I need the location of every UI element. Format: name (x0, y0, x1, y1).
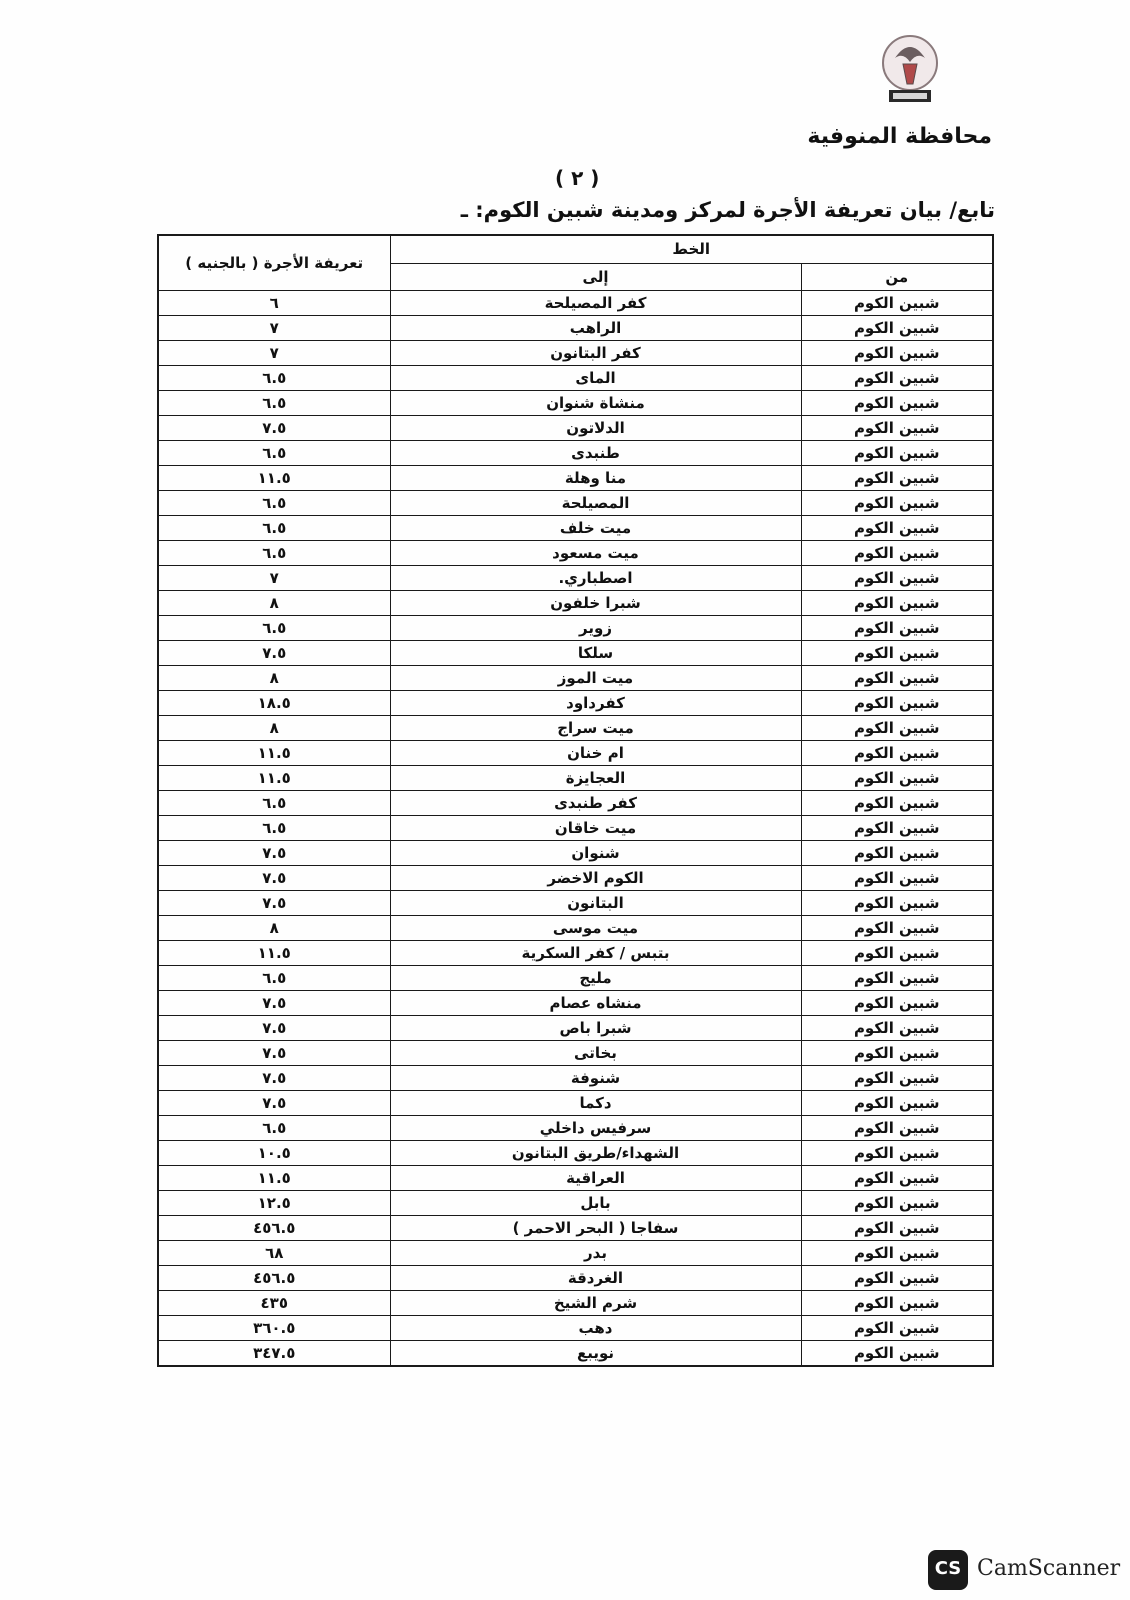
cell-from: شبين الكوم (801, 991, 993, 1016)
cell-from: شبين الكوم (801, 1216, 993, 1241)
cell-fare: ٨ (158, 916, 390, 941)
cell-from: شبين الكوم (801, 541, 993, 566)
cell-from: شبين الكوم (801, 316, 993, 341)
table-row (158, 666, 993, 691)
cell-from: شبين الكوم (801, 1066, 993, 1091)
cell-fare: ٨ (158, 666, 390, 691)
camscanner-brand: CamScanner (977, 1556, 1121, 1581)
cell-to: طنبدى (390, 441, 801, 466)
table-row (158, 416, 993, 441)
page-number: ( ٢ ) (555, 166, 600, 190)
table-row (158, 341, 993, 366)
table-row (158, 791, 993, 816)
document-title: تابع/ بيان تعريفة الأجرة لمركز ومدينة شبين الكوم: ـ (460, 198, 995, 222)
cell-fare: ٦.٥ (158, 791, 390, 816)
cell-fare: ١١.٥ (158, 466, 390, 491)
cell-from: شبين الكوم (801, 691, 993, 716)
cell-from: شبين الكوم (801, 1016, 993, 1041)
cell-fare: ٤٣٥ (158, 1291, 390, 1316)
table-row (158, 516, 993, 541)
cell-from: شبين الكوم (801, 866, 993, 891)
table-row (158, 941, 993, 966)
cell-from: شبين الكوم (801, 1191, 993, 1216)
cell-to: زوير (390, 616, 801, 641)
cell-from: شبين الكوم (801, 466, 993, 491)
table-row (158, 741, 993, 766)
cell-fare: ٧.٥ (158, 1066, 390, 1091)
cell-fare: ٣٤٧.٥ (158, 1341, 390, 1367)
table-row (158, 816, 993, 841)
cell-from: شبين الكوم (801, 591, 993, 616)
cell-fare: ٧ (158, 316, 390, 341)
cell-to: كفر البتانون (390, 341, 801, 366)
cell-to: بابل (390, 1191, 801, 1216)
fare-table (157, 234, 994, 1367)
table-row (158, 691, 993, 716)
cell-to: شنوفة (390, 1066, 801, 1091)
cell-fare: ٨ (158, 716, 390, 741)
cell-from: شبين الكوم (801, 1091, 993, 1116)
cell-to: كفر المصيلحة (390, 291, 801, 316)
table-row (158, 291, 993, 316)
cell-to: بتبس / كفر السكرية (390, 941, 801, 966)
cell-from: شبين الكوم (801, 1241, 993, 1266)
cell-from: شبين الكوم (801, 616, 993, 641)
cell-to: ميت موسى (390, 916, 801, 941)
table-row (158, 1191, 993, 1216)
cell-to: ميت سراج (390, 716, 801, 741)
cell-to: ام خنان (390, 741, 801, 766)
cell-to: سفاجا ( البحر الاحمر ) (390, 1216, 801, 1241)
table-row (158, 641, 993, 666)
cell-to: العجايزة (390, 766, 801, 791)
cell-fare: ٦.٥ (158, 366, 390, 391)
table-row (158, 891, 993, 916)
cell-fare: ٦.٥ (158, 816, 390, 841)
cell-from: شبين الكوم (801, 766, 993, 791)
cell-fare: ٧.٥ (158, 841, 390, 866)
cell-from: شبين الكوم (801, 1316, 993, 1341)
cell-from: شبين الكوم (801, 641, 993, 666)
cell-to: مليج (390, 966, 801, 991)
cell-fare: ٦.٥ (158, 966, 390, 991)
cell-from: شبين الكوم (801, 366, 993, 391)
camscanner-badge: CS (934, 1558, 962, 1579)
cell-from: شبين الكوم (801, 716, 993, 741)
cell-fare: ٧ (158, 566, 390, 591)
camscanner-logo-icon (928, 1550, 968, 1590)
cell-to: كفرداود (390, 691, 801, 716)
cell-to: الغردقة (390, 1266, 801, 1291)
cell-from: شبين الكوم (801, 916, 993, 941)
cell-to: الماى (390, 366, 801, 391)
cell-fare: ٣٦٠.٥ (158, 1316, 390, 1341)
cell-to: ميت خاقان (390, 816, 801, 841)
cell-from: شبين الكوم (801, 341, 993, 366)
cell-from: شبين الكوم (801, 741, 993, 766)
cell-to: الدلاتون (390, 416, 801, 441)
table-row (158, 441, 993, 466)
cell-from: شبين الكوم (801, 966, 993, 991)
cell-from: شبين الكوم (801, 1341, 993, 1367)
table-row (158, 841, 993, 866)
cell-from: شبين الكوم (801, 891, 993, 916)
cell-to: منا وهلة (390, 466, 801, 491)
table-row (158, 541, 993, 566)
cell-fare: ٧.٥ (158, 991, 390, 1016)
cell-from: شبين الكوم (801, 566, 993, 591)
table-row (158, 1341, 993, 1367)
cell-to: سلكا (390, 641, 801, 666)
cell-fare: ١٠.٥ (158, 1141, 390, 1166)
cell-fare: ٦.٥ (158, 391, 390, 416)
cell-fare: ٦.٥ (158, 516, 390, 541)
cell-fare: ٧.٥ (158, 1041, 390, 1066)
cell-from: شبين الكوم (801, 841, 993, 866)
cell-to: دكما (390, 1091, 801, 1116)
governorate-name: محافظة المنوفية (807, 124, 992, 149)
cell-from: شبين الكوم (801, 1291, 993, 1316)
table-row (158, 616, 993, 641)
cell-from: شبين الكوم (801, 1166, 993, 1191)
cell-to: بدر (390, 1241, 801, 1266)
cell-from: شبين الكوم (801, 1141, 993, 1166)
cell-to: شنوان (390, 841, 801, 866)
cell-to: كفر طنبدى (390, 791, 801, 816)
cell-to: شبرا خلفون (390, 591, 801, 616)
cell-to: دهب (390, 1316, 801, 1341)
cell-fare: ٦.٥ (158, 491, 390, 516)
cell-fare: ٤٥٦.٥ (158, 1266, 390, 1291)
cell-to: الشهداء/طريق البتانون (390, 1141, 801, 1166)
table-row (158, 916, 993, 941)
cell-fare: ٦.٥ (158, 616, 390, 641)
cell-fare: ١١.٥ (158, 941, 390, 966)
cell-fare: ١١.٥ (158, 766, 390, 791)
table-row (158, 591, 993, 616)
cell-fare: ٧.٥ (158, 416, 390, 441)
cell-fare: ٧.٥ (158, 641, 390, 666)
cell-fare: ٧.٥ (158, 1016, 390, 1041)
cell-fare: ١٢.٥ (158, 1191, 390, 1216)
table-row (158, 1216, 993, 1241)
cell-to: ميت خلف (390, 516, 801, 541)
table-row (158, 1291, 993, 1316)
cell-from: شبين الكوم (801, 391, 993, 416)
cell-to: منشاة شنوان (390, 391, 801, 416)
cell-fare: ١٨.٥ (158, 691, 390, 716)
cell-from: شبين الكوم (801, 516, 993, 541)
cell-fare: ٤٥٦.٥ (158, 1216, 390, 1241)
cell-to: ميت مسعود (390, 541, 801, 566)
cell-to: بخاتى (390, 1041, 801, 1066)
to-header: إلى (390, 263, 801, 291)
cell-fare: ٧.٥ (158, 891, 390, 916)
cell-from: شبين الكوم (801, 816, 993, 841)
line-header: الخط (390, 235, 993, 263)
table-row (158, 1266, 993, 1291)
cell-fare: ١١.٥ (158, 1166, 390, 1191)
cell-from: شبين الكوم (801, 441, 993, 466)
cell-to: العراقية (390, 1166, 801, 1191)
cell-to: سرفيس داخلي (390, 1116, 801, 1141)
table-row (158, 1316, 993, 1341)
table-row (158, 566, 993, 591)
cell-to: المصيلحة (390, 491, 801, 516)
cell-to: شبرا باص (390, 1016, 801, 1041)
cell-fare: ٦ (158, 291, 390, 316)
table-row (158, 766, 993, 791)
cell-to: منشاه عصام (390, 991, 801, 1016)
cell-fare: ٧.٥ (158, 866, 390, 891)
cell-from: شبين الكوم (801, 291, 993, 316)
cell-fare: ٦.٥ (158, 1116, 390, 1141)
cell-to: نويبع (390, 1341, 801, 1367)
cell-to: شرم الشيخ (390, 1291, 801, 1316)
table-row (158, 316, 993, 341)
cell-fare: ٧.٥ (158, 1091, 390, 1116)
from-header: من (801, 263, 993, 291)
table-row (158, 466, 993, 491)
cell-to: اصطباري. (390, 566, 801, 591)
cell-from: شبين الكوم (801, 491, 993, 516)
cell-fare: ٧ (158, 341, 390, 366)
table-row (158, 1166, 993, 1191)
table-row (158, 1016, 993, 1041)
table-row (158, 1066, 993, 1091)
table-row (158, 391, 993, 416)
cell-fare: ٦.٥ (158, 441, 390, 466)
cell-fare: ٨ (158, 591, 390, 616)
table-row (158, 991, 993, 1016)
table-row (158, 1091, 993, 1116)
cell-from: شبين الكوم (801, 941, 993, 966)
cell-to: ميت الموز (390, 666, 801, 691)
table-row (158, 366, 993, 391)
cell-fare: ٦.٥ (158, 541, 390, 566)
table-row (158, 1141, 993, 1166)
table-row (158, 1041, 993, 1066)
table-row (158, 966, 993, 991)
cell-fare: ١١.٥ (158, 741, 390, 766)
eagle-emblem-icon (875, 28, 945, 108)
cell-to: الراهب (390, 316, 801, 341)
fare-table-body (158, 291, 993, 1367)
table-row (158, 491, 993, 516)
cell-from: شبين الكوم (801, 1116, 993, 1141)
table-row (158, 866, 993, 891)
table-row (158, 1241, 993, 1266)
cell-from: شبين الكوم (801, 791, 993, 816)
cell-from: شبين الكوم (801, 1266, 993, 1291)
cell-to: الكوم الاخضر (390, 866, 801, 891)
cell-from: شبين الكوم (801, 416, 993, 441)
table-row (158, 1116, 993, 1141)
table-row (158, 716, 993, 741)
cell-from: شبين الكوم (801, 1041, 993, 1066)
cell-fare: ٦٨ (158, 1241, 390, 1266)
cell-from: شبين الكوم (801, 666, 993, 691)
cell-to: البتانون (390, 891, 801, 916)
fare-header: تعريفة الأجرة ( بالجنيه ) (158, 235, 390, 291)
